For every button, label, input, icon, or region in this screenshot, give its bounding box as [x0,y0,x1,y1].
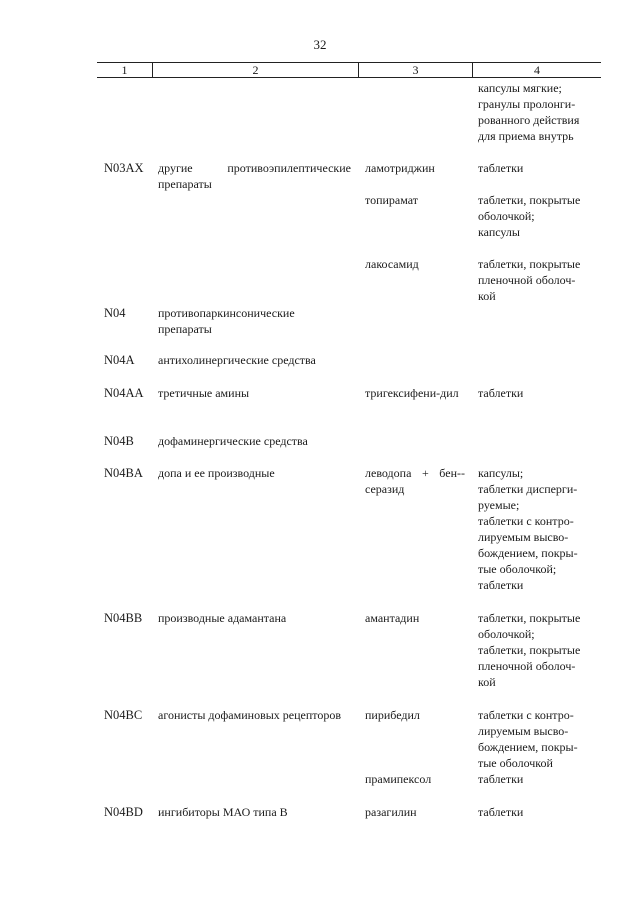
group-description: другие противоэпилептические препараты [158,161,351,191]
drug-name: амантадин [365,611,420,625]
drug-name: ламотриджин [365,161,435,175]
drug-name: прамипексол [365,772,432,786]
dosage-form: таблетки, покрытые оболочкой; капсулы [478,193,581,239]
header-col-2: 2 [252,63,259,77]
dosage-form: таблетки [478,161,524,175]
drug-name: леводопа + бен-серазид [365,466,465,496]
header-col-3: 3 [412,63,419,77]
atc-code: N04BC [104,708,143,722]
group-description: ингибиторы МАО типа В [158,805,288,819]
group-description: производные адамантана [158,611,287,625]
header-col-1: 1 [121,63,128,77]
drug-name: разагилин [365,805,417,819]
page-number: 32 [313,37,327,52]
atc-code: N04BD [104,805,143,819]
dosage-form: таблетки, покрытые пленочной оболоч- кой [478,257,581,303]
atc-code: N04B [104,434,134,448]
atc-code: N03AX [104,161,144,175]
group-description: третичные амины [158,386,250,400]
dosage-form: таблетки [478,772,524,786]
group-description: допа и ее производные [158,466,275,480]
atc-code: N04BB [104,611,143,625]
continuation-form: капсулы мягкие; гранулы пролонги- рованного действия для приема внутрь [478,81,580,143]
group-description: агонисты дофаминовых рецепторов [158,708,342,722]
atc-code: N04A [104,353,135,367]
dosage-form: таблетки [478,386,524,400]
group-description: противопаркинсонические препараты [158,306,295,336]
atc-code: N04AA [104,386,144,400]
table-header [97,62,601,78]
atc-code: N04 [104,306,126,320]
dosage-form: капсулы; таблетки дисперги- руемые; таблетки с контро- лируемым высво- бождением, покры- тые оболочкой; таблетки [478,466,578,592]
dosage-form: таблетки [478,805,524,819]
drug-name: топирамат [365,193,419,207]
dosage-form: таблетки, покрытые оболочкой; таблетки, покрытые пленочной оболоч- кой [478,611,581,689]
drug-name: лакосамид [365,257,419,271]
atc-code: N04BA [104,466,143,480]
drug-name: пирибедил [365,708,420,722]
header-col-4: 4 [534,63,540,77]
group-description: антихолинергические средства [158,353,316,367]
drug-name: тригексифени-дил [365,386,459,400]
group-description: дофаминергические средства [158,434,308,448]
dosage-form: таблетки с контро- лируемым высво- бождением, покры- тые оболочкой [478,708,578,770]
